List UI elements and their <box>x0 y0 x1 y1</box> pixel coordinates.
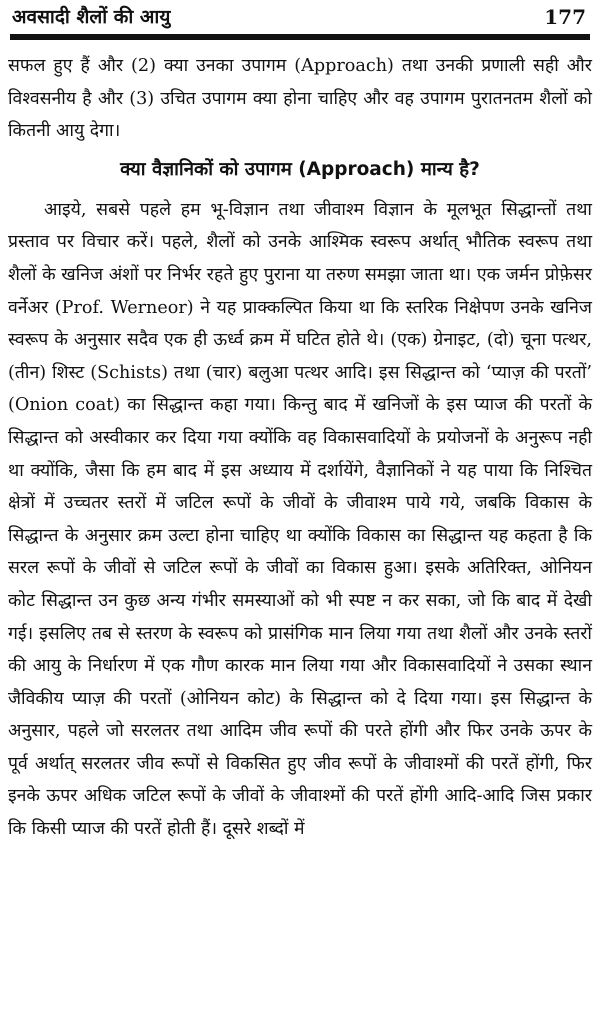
paragraph-continued: सफल हुए हैं और (2) क्या उनका उपागम (Approach) तथा उनकी प्रणाली सही और विश्वसनीय है और (3) उचित उपागम क्या होना चाहिए और वह उपागम पुरातनतम शैलों को कितनी आयु देगा। <box>8 56 592 142</box>
page-number: 177 <box>544 5 586 29</box>
running-header <box>8 0 592 32</box>
chapter-title: अवसादी शैलों की आयु <box>12 6 171 28</box>
header-rule <box>10 34 590 40</box>
paragraph-main: आइये, सबसे पहले हम भू-विज्ञान तथा जीवाश्म विज्ञान के मूलभूत सिद्धान्तों तथा प्रस्ताव पर विचार करें। पहले, शैलों को उनके आश्मिक स्वरूप अर्थात् भौतिक स्वरूप तथा शैलों के खनिज अंशों पर निर्भर रहते हुए पुराना या तरुण समझा जाता था। एक जर्मन प्रोफ़ेसर वर्नेअर (Prof. Werneor) ने यह प्राक्कल्पित किया था कि स्तरिक निक्षेपण उनके खनिज स्वरूप के अनुसार सदैव एक ही ऊर्ध्व क्रम में घटित होते थे। (एक) ग्रेनाइट, (दो) चूना पत्थर, (तीन) शिस्ट (Schists) तथा (चार) बलुआ पत्थर आदि। इस सिद्धान्त को ‘प्याज़ की परतों’ (Onion coat) का सिद्धान्त कहा गया। किन्तु बाद में खनिजों के इस प्याज की परतों के सिद्धान्त को अस्वीकार कर दिया गया क्योंकि वह विकासवादियों के प्रयोजनों के अनुरूप नही था क्योंकि, जैसा कि हम बाद में इस अध्याय में दर्शायेंगे, वैज्ञानिकों ने यह पाया कि निश्चित क्षेत्रों में उच्चतर स्तरों में जटिल रूपों के जीवों के जीवाश्म पाये गये, जबकि विकास के सिद्धान्त के अनुसार क्रम उल्टा होना चाहिए था क्योंकि विकास का सिद्धान्त यह कहता है कि सरल रूपों के जीवों से जटिल रूपों के जीवों का विकास हुआ। इसके अतिरिक्त, ओनियन कोट सिद्धान्त उन कुछ अन्य गंभीर समस्याओं को भी स्पष्ट न कर सका, जो कि बाद में देखी गई। इसलिए तब से स्तरण के स्वरूप को प्रासंगिक मान लिया गया तथा शैलों और उनके स्तरों की आयु के निर्धारण में एक गौण कारक मान लिया गया और विकासवादियों ने उसका स्थान जैविकीय प्याज़ की परतों (ओनियन कोट) के सिद्धान्त को दे दिया गया। इस सिद्धान्त के अनुसार, पहले जो सरलतर तथा आदिम जीव रूपों की परते होंगी और फिर उनके ऊपर के पूर्व अर्थात् सरलतर जीव रूपों से विकसित हुए जीव रूपों के जीवाश्मों की परतें होंगी, फिर इनके ऊपर अधिक जटिल रूपों के जीवों के जीवाश्मों की परतें होंगी आदि-आदि जिस प्रकार कि किसी प्याज की परतें होती हैं। दूसरे शब्दों में <box>8 199 592 840</box>
section-heading: क्या वैज्ञानिकों को उपागम (Approach) मान्य है? <box>120 158 480 180</box>
